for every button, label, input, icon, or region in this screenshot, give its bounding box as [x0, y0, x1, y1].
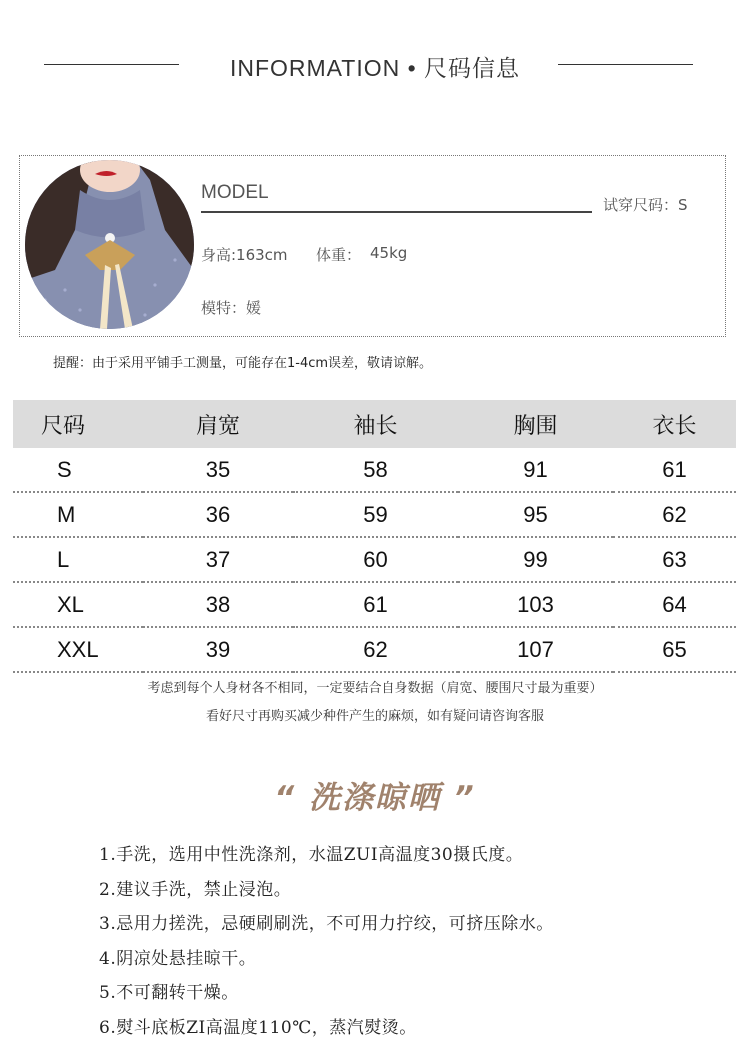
model-photo-illustration	[25, 160, 194, 329]
list-item: 1.手洗，选用中性洗涤剂，水温ZUI高温度30摄氏度。	[99, 845, 524, 865]
table-row	[13, 448, 736, 492]
cell-length: 65	[613, 627, 736, 672]
cell-length: 63	[613, 537, 736, 582]
header-chest: 胸围	[458, 400, 613, 448]
header-length: 衣长	[613, 400, 736, 448]
cell-sleeve: 62	[293, 627, 458, 672]
cell-size: L	[13, 537, 143, 582]
cell-shoulder: 38	[143, 582, 293, 627]
table-row	[13, 627, 736, 672]
cell-size: S	[13, 448, 143, 492]
cell-chest: 107	[458, 627, 613, 672]
header-shoulder: 肩宽	[143, 400, 293, 448]
cell-length: 64	[613, 582, 736, 627]
cell-length: 62	[613, 492, 736, 537]
header-sleeve: 袖长	[293, 400, 458, 448]
cell-sleeve: 58	[293, 448, 458, 492]
model-height: 身高:163cm	[201, 246, 288, 264]
cell-size: XXL	[13, 627, 143, 672]
cell-size: XL	[13, 582, 143, 627]
list-item: 4.阴凉处悬挂晾干。	[99, 948, 257, 969]
cell-size: M	[13, 492, 143, 537]
wash-title: “ 洗涤晾晒 ”	[274, 780, 476, 816]
cell-length: 61	[613, 448, 736, 492]
wash-instructions	[99, 840, 554, 1047]
advice-line-2: 看好尺寸再购买减少种件产生的麻烦，如有疑问请咨询客服	[205, 709, 544, 724]
table-row	[13, 582, 736, 627]
header-rule-right	[558, 64, 693, 65]
list-item: 3.忌用力搓洗，忌硬刷刷洗，不可用力拧绞，可挤压除水。	[99, 914, 554, 934]
model-photo	[25, 160, 194, 329]
cell-chest: 103	[458, 582, 613, 627]
model-weight-value: 45kg	[370, 244, 408, 262]
list-item: 5.不可翻转干燥。	[99, 983, 239, 1003]
page-title: INFORMATION • 尺码信息	[229, 55, 521, 81]
cell-shoulder: 39	[143, 627, 293, 672]
cell-shoulder: 37	[143, 537, 293, 582]
model-weight-label: 体重：	[316, 246, 362, 264]
cell-chest: 95	[458, 492, 613, 537]
cell-chest: 99	[458, 537, 613, 582]
advice-line-1: 考虑到每个人身材各不相同，一定要结合自身数据（肩宽、腰围尺寸最为重要）	[147, 681, 603, 696]
try-size: 试穿尺码：S	[603, 196, 688, 214]
table-row	[13, 492, 736, 537]
model-name: 模特：媛	[201, 299, 262, 317]
model-label: MODEL	[201, 182, 269, 203]
cell-shoulder: 35	[143, 448, 293, 492]
list-item: 6.熨斗底板ZI高温度110℃，蒸汽熨烫。	[99, 1017, 417, 1038]
size-table-header	[13, 400, 736, 448]
cell-chest: 91	[458, 448, 613, 492]
cell-sleeve: 59	[293, 492, 458, 537]
measurement-note: 提醒：由于采用平铺手工测量，可能存在1-4cm误差，敬请谅解。	[53, 356, 433, 371]
cell-sleeve: 61	[293, 582, 458, 627]
size-table	[13, 400, 736, 673]
cell-sleeve: 60	[293, 537, 458, 582]
list-item: 2.建议手洗，禁止浸泡。	[99, 879, 292, 900]
model-rule	[201, 211, 592, 213]
header-size: 尺码	[13, 400, 143, 448]
table-row	[13, 537, 736, 582]
cell-shoulder: 36	[143, 492, 293, 537]
